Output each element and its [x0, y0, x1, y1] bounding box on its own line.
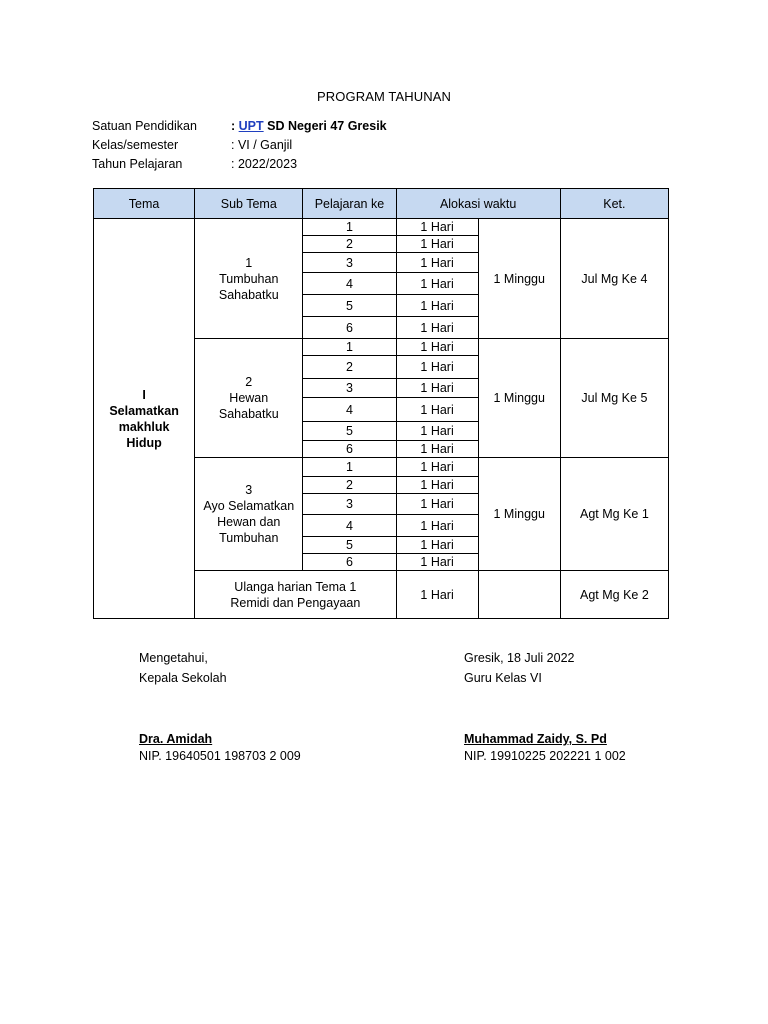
table-header-row	[94, 189, 669, 219]
hari-cell: 1 Hari	[396, 356, 478, 379]
hari-cell: 1 Hari	[396, 554, 478, 571]
pelajaran-cell: 4	[303, 273, 396, 295]
sig-left-name: Dra. Amidah	[139, 732, 213, 746]
pelajaran-cell: 1	[303, 458, 396, 477]
table-row	[94, 219, 669, 236]
tema-line: Hidup	[126, 435, 162, 450]
upt-link[interactable]: UPT	[238, 119, 264, 133]
pelajaran-cell: 1	[303, 339, 396, 356]
sig-left-line1: Mengetahui,	[139, 651, 208, 665]
hari-cell: 1 Hari	[396, 494, 478, 515]
ulangan-line2: Remidi dan Pengayaan	[230, 595, 361, 610]
subtema-line: Hewan	[229, 391, 269, 405]
subtema-cell	[195, 339, 303, 458]
ulangan-line1: Ulanga harian Tema 1	[234, 579, 357, 594]
sig-left-line2: Kepala Sekolah	[139, 671, 227, 685]
header-ket: Ket.	[560, 189, 668, 219]
pelajaran-cell: 3	[303, 379, 396, 398]
minggu-cell: 1 Minggu	[478, 339, 560, 458]
hari-cell: 1 Hari	[396, 441, 478, 458]
hari-cell: 1 Hari	[396, 458, 478, 477]
tahun-label: Tahun Pelajaran	[92, 157, 183, 171]
subtema-cell	[195, 458, 303, 571]
pelajaran-cell: 6	[303, 441, 396, 458]
hari-cell: 1 Hari	[396, 273, 478, 295]
pelajaran-cell: 2	[303, 236, 396, 253]
header-pelajaran-ke: Pelajaran ke	[303, 189, 396, 219]
hari-cell: 1 Hari	[396, 253, 478, 273]
tema-line: Selamatkan	[109, 403, 179, 418]
hari-cell: 1 Hari	[396, 477, 478, 494]
pelajaran-cell: 5	[303, 537, 396, 554]
hari-cell: 1 Hari	[396, 219, 478, 236]
hari-cell: 1 Hari	[396, 379, 478, 398]
satuan-label: Satuan Pendidikan	[92, 119, 197, 133]
signature-right	[464, 651, 626, 769]
kelas-label: Kelas/semester	[92, 138, 179, 152]
kelas-value: : VI / Ganjil	[231, 138, 293, 152]
tema-line: makhluk	[118, 419, 170, 434]
minggu-cell: 1 Minggu	[478, 458, 560, 571]
subtema-line: Hewan dan	[217, 515, 281, 529]
hari-cell: 1 Hari	[396, 398, 478, 422]
subtema-line: Ayo Selamatkan	[203, 499, 295, 513]
pelajaran-cell: 2	[303, 477, 396, 494]
subtema-line: Tumbuhan	[219, 531, 279, 545]
hari-cell: 1 Hari	[396, 295, 478, 317]
ket-cell: Agt Mg Ke 2	[560, 571, 668, 619]
subtema-number: 2	[245, 375, 253, 389]
sig-right-line2: Guru Kelas VI	[464, 671, 542, 685]
subtema-cell	[195, 219, 303, 339]
ket-cell: Agt Mg Ke 1	[560, 458, 668, 571]
hari-cell: 1 Hari	[396, 571, 478, 619]
subtema-line: Sahabatku	[218, 287, 279, 302]
tema-cell	[94, 219, 195, 619]
sig-right-line1: Gresik, 18 Juli 2022	[464, 651, 575, 665]
program-table	[93, 188, 669, 619]
ket-cell: Jul Mg Ke 4	[560, 219, 668, 339]
pelajaran-cell: 3	[303, 494, 396, 515]
sig-right-name: Muhammad Zaidy, S. Pd	[464, 732, 607, 746]
sig-right-nip: NIP. 19910225 202221 1 002	[464, 749, 626, 763]
satuan-colon: :	[231, 119, 239, 133]
subtema-line: Tumbuhan	[219, 271, 279, 286]
pelajaran-cell: 6	[303, 317, 396, 339]
header-tema: Tema	[94, 189, 195, 219]
pelajaran-cell: 5	[303, 422, 396, 441]
ket-cell: Jul Mg Ke 5	[560, 339, 668, 458]
satuan-value	[231, 119, 387, 133]
hari-cell: 1 Hari	[396, 236, 478, 253]
document-title: PROGRAM TAHUNAN	[317, 89, 451, 104]
pelajaran-cell: 3	[303, 253, 396, 273]
hari-cell: 1 Hari	[396, 339, 478, 356]
minggu-cell: 1 Minggu	[478, 219, 560, 339]
header-sub-tema: Sub Tema	[195, 189, 303, 219]
header-alokasi-waktu: Alokasi waktu	[396, 189, 560, 219]
subtema-number: 3	[245, 483, 253, 497]
hari-cell: 1 Hari	[396, 317, 478, 339]
ulangan-cell	[195, 571, 396, 619]
pelajaran-cell: 5	[303, 295, 396, 317]
subtema-line: Sahabatku	[218, 407, 279, 421]
hari-cell: 1 Hari	[396, 422, 478, 441]
pelajaran-cell: 1	[303, 219, 396, 236]
pelajaran-cell: 6	[303, 554, 396, 571]
minggu-cell	[478, 571, 560, 619]
hari-cell: 1 Hari	[396, 515, 478, 537]
signature-left	[139, 651, 301, 769]
pelajaran-cell: 2	[303, 356, 396, 379]
sig-left-nip: NIP. 19640501 198703 2 009	[139, 749, 301, 763]
satuan-rest: SD Negeri 47 Gresik	[263, 119, 387, 133]
subtema-number: 1	[245, 255, 253, 270]
pelajaran-cell: 4	[303, 398, 396, 422]
hari-cell: 1 Hari	[396, 537, 478, 554]
tema-number: I	[142, 387, 146, 402]
tahun-value: : 2022/2023	[231, 157, 298, 171]
pelajaran-cell: 4	[303, 515, 396, 537]
